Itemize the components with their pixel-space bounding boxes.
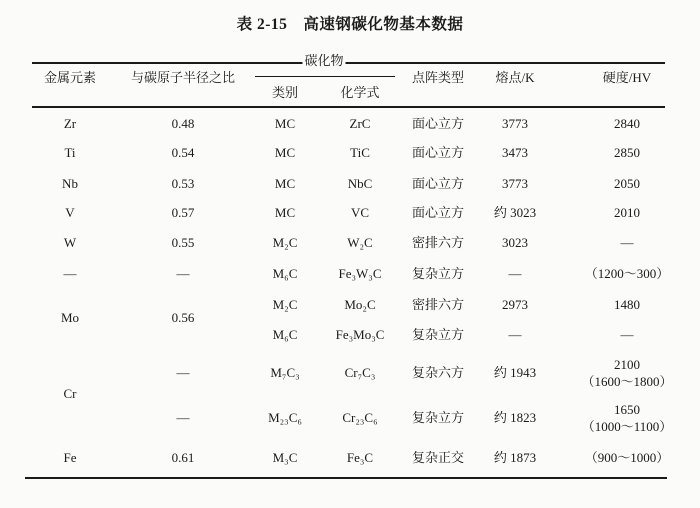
cell-formula: VC [350, 205, 370, 220]
cell-hardness-range: （1000～1100） [581, 419, 673, 434]
cell-lattice: 面心立方 [411, 116, 465, 131]
cell-melting: 3473 [502, 145, 528, 160]
cell-melting: — [508, 327, 522, 342]
header-hardness: 硬度/HV [602, 70, 652, 85]
group-label-mo: Mo [60, 310, 80, 325]
cell-ratio: 0.61 [171, 450, 195, 465]
cell-melting: 3023 [502, 235, 528, 250]
cell-category: MC [274, 205, 296, 220]
cell-lattice: 面心立方 [411, 145, 465, 160]
cell-lattice: 复杂立方 [411, 266, 465, 281]
cell-category: M₆C [272, 327, 298, 342]
cell-formula: W₂C [347, 235, 373, 250]
bottom-rule [25, 477, 667, 479]
cell-melting: 约 3023 [493, 205, 537, 220]
cell-element: — [63, 266, 77, 281]
header-rule [32, 106, 665, 108]
carbide-rule [255, 76, 395, 77]
cell-melting: 3773 [502, 176, 528, 191]
cell-hardness: — [620, 235, 634, 250]
group-label-cr: Cr [63, 386, 77, 401]
cell-ratio: 0.54 [171, 145, 195, 160]
header-category: 类别 [271, 85, 299, 100]
cell-ratio: — [176, 410, 190, 425]
cell-hardness: — [620, 327, 634, 342]
cell-element: Fe [63, 450, 77, 465]
cell-hardness: 2850 [614, 145, 640, 160]
cell-category: M₂C [272, 297, 298, 312]
cell-formula: Cr₂₃C₆ [342, 410, 378, 425]
cell-category: M₆C [272, 266, 298, 281]
cell-formula: Fe₃W₃C [338, 266, 382, 281]
cell-lattice: 密排六方 [411, 297, 465, 312]
header-carbide: 碳化物 [304, 53, 344, 68]
cell-category: M₂₃C₆ [268, 410, 302, 425]
cell-hardness: 2050 [614, 176, 640, 191]
cell-hardness: 2840 [614, 116, 640, 131]
header-formula: 化学式 [340, 85, 380, 100]
cell-hardness: 1650 [614, 402, 640, 417]
cell-formula: Fe₃C [346, 450, 374, 465]
cell-ratio: — [176, 365, 190, 380]
cell-formula: TiC [350, 145, 370, 160]
cell-lattice: 密排六方 [411, 235, 465, 250]
cell-ratio: 0.48 [171, 116, 195, 131]
cell-lattice: 复杂立方 [411, 327, 465, 342]
cell-category: MC [274, 116, 296, 131]
cell-element: Zr [63, 116, 77, 131]
cell-category: M₇C₃ [270, 365, 300, 380]
group-ratio-mo: 0.56 [171, 310, 195, 325]
header-element: 金属元素 [43, 70, 97, 85]
cell-hardness: 2010 [614, 205, 640, 220]
header-lattice: 点阵类型 [411, 70, 465, 85]
cell-lattice: 复杂六方 [411, 365, 465, 380]
cell-formula: Cr₇C₃ [344, 365, 376, 380]
cell-hardness: 1480 [614, 297, 640, 312]
cell-melting: 约 1823 [493, 410, 537, 425]
cell-formula: Mo₂C [344, 297, 376, 312]
cell-element: W [63, 235, 77, 250]
table-title: 表 2-15 高速钢碳化物基本数据 [236, 16, 464, 33]
cell-melting: 约 1873 [493, 450, 537, 465]
cell-lattice: 复杂立方 [411, 410, 465, 425]
cell-formula: ZrC [349, 116, 371, 131]
cell-hardness: （1200～300） [584, 266, 670, 281]
cell-lattice: 复杂正交 [411, 450, 465, 465]
cell-melting: 2973 [502, 297, 528, 312]
cell-formula: Fe₃Mo₃C [335, 327, 385, 342]
cell-lattice: 面心立方 [411, 176, 465, 191]
cell-formula: NbC [347, 176, 373, 191]
cell-category: MC [274, 145, 296, 160]
cell-category: M₃C [272, 450, 298, 465]
cell-melting: 3773 [502, 116, 528, 131]
cell-ratio: 0.57 [171, 205, 195, 220]
cell-melting: 约 1943 [493, 365, 537, 380]
cell-ratio: 0.53 [171, 176, 195, 191]
cell-element: V [65, 205, 75, 220]
cell-category: MC [274, 176, 296, 191]
cell-element: Ti [64, 145, 76, 160]
cell-hardness-range: （1600～1800） [581, 374, 673, 389]
cell-hardness: 2100 [614, 357, 640, 372]
header-ratio: 与碳原子半径之比 [130, 70, 236, 85]
cell-hardness: （900～1000） [584, 450, 670, 465]
cell-ratio: 0.55 [171, 235, 195, 250]
cell-ratio: — [176, 266, 190, 281]
top-rule [32, 62, 665, 64]
header-melting: 熔点/K [495, 70, 535, 85]
cell-category: M₂C [272, 235, 298, 250]
cell-melting: — [508, 266, 522, 281]
cell-element: Nb [62, 176, 78, 191]
cell-lattice: 面心立方 [411, 205, 465, 220]
